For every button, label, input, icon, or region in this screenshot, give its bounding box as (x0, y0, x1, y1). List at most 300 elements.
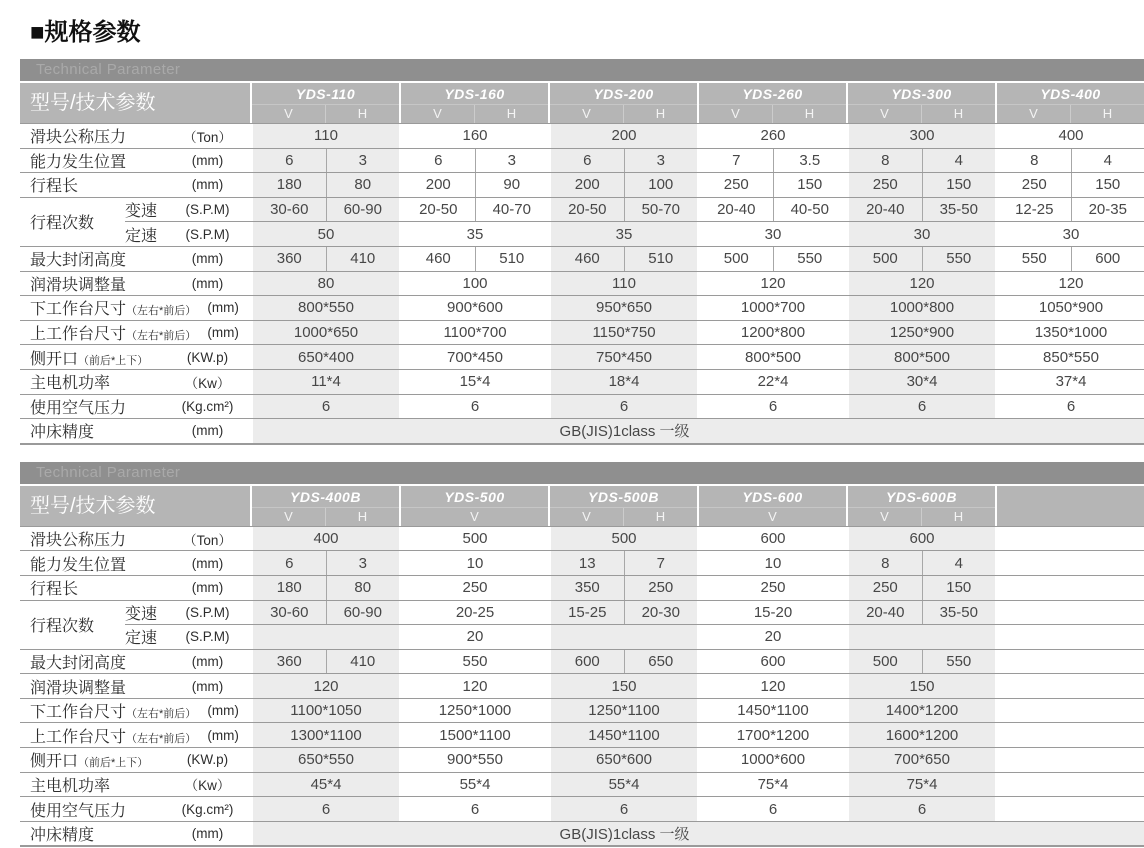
model-column-group (846, 370, 995, 394)
value-cell: 550 (998, 247, 1071, 271)
model-column-group (250, 601, 399, 625)
model-column-group (250, 625, 399, 649)
model-subcolumns (401, 104, 548, 123)
model-column-group (697, 576, 846, 600)
subcolumn-label: H (772, 105, 846, 123)
value-cell (998, 797, 1144, 821)
model-column-group (697, 748, 846, 772)
value-cell: 75*4 (849, 773, 995, 797)
value-cell: 6 (402, 797, 548, 821)
model-column-group (548, 296, 697, 320)
value-cell: 700*650 (849, 748, 995, 772)
subcolumn-label: V (699, 105, 772, 123)
model-group-header (250, 486, 399, 526)
table-row (20, 320, 1144, 345)
model-subcolumns (848, 507, 995, 526)
model-column-group (548, 395, 697, 419)
value-cell: 30*4 (849, 370, 995, 394)
model-column-group (548, 576, 697, 600)
model-subcolumns (699, 104, 846, 123)
model-column-group (399, 149, 548, 173)
row-unit: (mm) (165, 276, 250, 291)
value-cell: 150 (551, 674, 697, 698)
row-unit: (KW.p) (165, 350, 250, 365)
value-cell: 6 (998, 395, 1144, 419)
row-label: 能力发生位置 (30, 552, 126, 575)
table-row (125, 198, 1144, 222)
model-column-group (846, 625, 995, 649)
row-groups (250, 748, 1144, 772)
model-name: YDS-300 (848, 83, 995, 104)
model-column-group (399, 625, 548, 649)
row-label: 上工作台尺寸（左右*前后） (30, 321, 196, 344)
value-cell: 55*4 (402, 773, 548, 797)
model-subcolumns (699, 507, 846, 526)
row-groups (250, 222, 1144, 246)
value-cell: 60-90 (326, 601, 400, 625)
row-unit: (S.P.M) (165, 605, 250, 620)
model-column-group (548, 124, 697, 148)
value-cell: 180 (253, 173, 326, 197)
model-column-group (697, 173, 846, 197)
subcolumn-label: V (550, 105, 623, 123)
value-cell: 460 (402, 247, 475, 271)
value-cell: 4 (922, 149, 996, 173)
row-label: 行程长 (30, 576, 78, 599)
model-column-group (995, 370, 1144, 394)
value-cell: 200 (551, 124, 697, 148)
row-sublabel-cell (125, 198, 250, 222)
model-column-group (548, 699, 697, 723)
table-row (20, 526, 1144, 551)
table-row (20, 394, 1144, 419)
row-groups (250, 625, 1144, 649)
model-column-group (548, 625, 697, 649)
model-column-group (250, 395, 399, 419)
value-cell: 10 (402, 551, 548, 575)
row-label-cell (20, 527, 250, 551)
model-column-group (399, 748, 548, 772)
model-group-header (995, 83, 1144, 123)
value-cell: 1200*800 (700, 321, 846, 345)
model-column-group (697, 551, 846, 575)
model-column-group (548, 748, 697, 772)
row-label-cell (20, 124, 250, 148)
row-label: 下工作台尺寸（左右*前后） (30, 296, 196, 319)
value-cell: 700*450 (402, 345, 548, 369)
value-cell: 400 (998, 124, 1144, 148)
value-cell: 1450*1100 (700, 699, 846, 723)
model-column-group (995, 124, 1144, 148)
model-column-group (995, 650, 1144, 674)
row-unit: (mm) (165, 826, 250, 841)
value-cell: 150 (922, 173, 996, 197)
value-cell: 4 (922, 551, 996, 575)
model-column-group (697, 296, 846, 320)
model-column-group (697, 124, 846, 148)
model-column-group (250, 198, 399, 222)
model-column-group (697, 527, 846, 551)
value-cell: 3 (624, 149, 698, 173)
model-column-group (399, 296, 548, 320)
row-label-cell (20, 247, 250, 271)
value-cell: 6 (402, 149, 475, 173)
row-label: 行程长 (30, 173, 78, 196)
model-column-group (399, 551, 548, 575)
table-row (20, 172, 1144, 197)
row-label: 滑块公称压力 (30, 124, 126, 147)
table-row (20, 246, 1144, 271)
model-column-group (250, 674, 399, 698)
model-subcolumns (550, 507, 697, 526)
model-column-group (846, 345, 995, 369)
value-cell: 1150*750 (551, 321, 697, 345)
subcolumn-label: V (401, 508, 548, 526)
row-groups (250, 723, 1144, 747)
value-cell: 800*500 (849, 345, 995, 369)
value-cell (998, 748, 1144, 772)
model-column-group (846, 272, 995, 296)
value-cell: 7 (700, 149, 773, 173)
value-cell: 120 (402, 674, 548, 698)
value-cell: 120 (253, 674, 399, 698)
value-cell (998, 601, 1144, 625)
table-row (125, 221, 1144, 246)
model-column-group (548, 674, 697, 698)
model-column-group (846, 773, 995, 797)
value-cell: 6 (700, 797, 846, 821)
model-column-group (995, 551, 1144, 575)
row-unit: (Kg.cm²) (165, 399, 250, 414)
row-label-cell (20, 748, 250, 772)
table-row (20, 369, 1144, 394)
model-subcolumns (401, 507, 548, 526)
value-cell: 15-20 (700, 601, 846, 625)
value-cell (998, 625, 1144, 649)
table-row-group (20, 197, 1144, 246)
value-cell: 20-40 (849, 601, 922, 625)
spec-page (0, 12, 1144, 847)
model-column-group (250, 321, 399, 345)
row-groups (250, 272, 1144, 296)
model-column-group (697, 222, 846, 246)
value-cell: 15-25 (551, 601, 624, 625)
row-label-cell (20, 272, 250, 296)
value-cell: 3.5 (773, 149, 847, 173)
subcolumn-label: H (1070, 105, 1144, 123)
value-cell: 35-50 (922, 601, 996, 625)
value-cell: 6 (700, 395, 846, 419)
value-cell: 13 (551, 551, 624, 575)
value-cell: 650*600 (551, 748, 697, 772)
row-groups (250, 601, 1144, 625)
model-column-group (995, 576, 1144, 600)
row-label: 冲床精度 (30, 822, 94, 845)
value-cell: 900*600 (402, 296, 548, 320)
row-groups (250, 576, 1144, 600)
model-column-group (250, 797, 399, 821)
value-cell: 250 (700, 576, 846, 600)
table-row (20, 344, 1144, 369)
model-column-group (995, 527, 1144, 551)
value-cell: 90 (475, 173, 549, 197)
value-cell: 400 (253, 527, 399, 551)
model-column-group (846, 247, 995, 271)
value-cell: 550 (922, 650, 996, 674)
value-cell: 1500*1100 (402, 723, 548, 747)
model-column-group (548, 321, 697, 345)
value-cell: 3 (475, 149, 549, 173)
model-name: YDS-400 (997, 83, 1144, 104)
value-cell: 75*4 (700, 773, 846, 797)
model-column-group (548, 601, 697, 625)
value-cell: 80 (326, 173, 400, 197)
value-cell: 510 (475, 247, 549, 271)
model-groups (250, 83, 1144, 123)
value-cell: 800*550 (253, 296, 399, 320)
model-column-group (399, 650, 548, 674)
value-cell: 120 (700, 272, 846, 296)
value-cell: 1350*1000 (998, 321, 1144, 345)
row-label: 侧开口（前后*上下） (30, 346, 148, 369)
model-header-row (20, 486, 1144, 526)
model-column-group (399, 173, 548, 197)
row-label-note: （左右*前后） (126, 733, 196, 745)
value-cell: 350 (551, 576, 624, 600)
value-cell: 1250*900 (849, 321, 995, 345)
model-group-header (846, 83, 995, 123)
model-name (997, 486, 1144, 507)
model-group-header (548, 83, 697, 123)
value-cell: 600 (700, 527, 846, 551)
model-column-group (697, 650, 846, 674)
model-column-group (250, 345, 399, 369)
row-label-cell (20, 822, 250, 846)
row-unit: (mm) (165, 580, 250, 595)
model-column-group (399, 797, 548, 821)
model-column-group (995, 699, 1144, 723)
value-cell: 1400*1200 (849, 699, 995, 723)
value-cell: 1300*1100 (253, 723, 399, 747)
row-sublabel-cell (125, 222, 250, 246)
model-group-header (399, 83, 548, 123)
model-header-label: 型号/技术参数 (20, 486, 250, 526)
model-name: YDS-600 (699, 486, 846, 507)
model-column-group (846, 699, 995, 723)
value-cell: 160 (402, 124, 548, 148)
model-header-row (20, 83, 1144, 123)
value-cell: 8 (849, 149, 922, 173)
model-column-group (250, 576, 399, 600)
value-cell: 1600*1200 (849, 723, 995, 747)
value-cell: 6 (253, 551, 326, 575)
value-cell (998, 674, 1144, 698)
value-cell: 6 (849, 797, 995, 821)
value-cell: 500 (551, 527, 697, 551)
model-column-group (697, 601, 846, 625)
table-row (20, 821, 1144, 846)
model-column-group (995, 296, 1144, 320)
model-column-group (250, 551, 399, 575)
value-cell: 1250*1000 (402, 699, 548, 723)
value-cell: 37*4 (998, 370, 1144, 394)
value-cell: 500 (402, 527, 548, 551)
value-cell: 6 (402, 395, 548, 419)
row-label-cell (20, 723, 250, 747)
row-label-cell (20, 674, 250, 698)
value-cell: 3 (326, 551, 400, 575)
row-label: 主电机功率 (30, 773, 110, 796)
model-column-group (697, 149, 846, 173)
value-cell: 20-50 (551, 198, 624, 222)
table-row (20, 271, 1144, 296)
spec-table-1 (20, 59, 1144, 445)
value-cell: 500 (849, 247, 922, 271)
value-cell: 1100*700 (402, 321, 548, 345)
row-groups (250, 699, 1144, 723)
model-column-group (846, 650, 995, 674)
model-group-header (846, 486, 995, 526)
row-unit: (mm) (165, 153, 250, 168)
model-column-group (548, 527, 697, 551)
model-groups (250, 486, 1144, 526)
row-unit: (mm) (196, 325, 250, 340)
value-cell: 12-25 (998, 198, 1071, 222)
subcolumn-label: V (848, 105, 921, 123)
model-column-group (399, 321, 548, 345)
value-cell: 100 (624, 173, 698, 197)
value-cell: 50 (253, 222, 399, 246)
value-cell: 3 (326, 149, 400, 173)
row-label: 主电机功率 (30, 370, 110, 393)
value-cell: 45*4 (253, 773, 399, 797)
spec-table-2 (20, 462, 1144, 848)
model-column-group (995, 321, 1144, 345)
value-cell: 110 (551, 272, 697, 296)
value-cell: 510 (624, 247, 698, 271)
value-cell: 120 (700, 674, 846, 698)
model-column-group (399, 674, 548, 698)
model-column-group (399, 222, 548, 246)
sub-rows (125, 601, 1144, 649)
model-column-group (846, 296, 995, 320)
value-cell: 180 (253, 576, 326, 600)
model-column-group (399, 247, 548, 271)
model-column-group (548, 773, 697, 797)
model-column-group (697, 674, 846, 698)
subcolumn-label: H (623, 508, 697, 526)
value-cell: 250 (700, 173, 773, 197)
model-column-group (250, 124, 399, 148)
value-cell: 850*550 (998, 345, 1144, 369)
model-column-group (250, 370, 399, 394)
model-column-group (995, 222, 1144, 246)
model-column-group (995, 748, 1144, 772)
row-label-cell (20, 395, 250, 419)
row-label: 冲床精度 (30, 419, 94, 442)
value-cell: 40-70 (475, 198, 549, 222)
subcolumn-label: V (699, 508, 846, 526)
row-label-cell (20, 699, 250, 723)
value-cell: 600 (849, 527, 995, 551)
model-column-group (697, 395, 846, 419)
model-column-group (399, 527, 548, 551)
row-groups (250, 345, 1144, 369)
row-label: 下工作台尺寸（左右*前后） (30, 699, 196, 722)
subcolumn-label: H (325, 105, 399, 123)
value-cell: 30-60 (253, 601, 326, 625)
model-column-group (548, 345, 697, 369)
model-group-header (399, 486, 548, 526)
value-cell: 8 (849, 551, 922, 575)
model-subcolumns (252, 104, 399, 123)
row-groups (250, 149, 1144, 173)
subcolumn-label: V (550, 508, 623, 526)
row-label-cell (20, 149, 250, 173)
row-unit: (mm) (165, 556, 250, 571)
model-column-group (995, 625, 1144, 649)
value-cell (998, 650, 1144, 674)
value-cell: 1000*700 (700, 296, 846, 320)
model-column-group (250, 527, 399, 551)
value-cell: 150 (922, 576, 996, 600)
row-unit: (mm) (165, 679, 250, 694)
value-cell: 15*4 (402, 370, 548, 394)
value-cell: 6 (253, 149, 326, 173)
subcolumn-label: V (252, 508, 325, 526)
value-cell: 1000*800 (849, 296, 995, 320)
model-name: YDS-200 (550, 83, 697, 104)
model-column-group (995, 173, 1144, 197)
model-header-label: 型号/技术参数 (20, 83, 250, 123)
subcolumn-label: V (401, 105, 474, 123)
row-label: 上工作台尺寸（左右*前后） (30, 724, 196, 747)
model-column-group (846, 674, 995, 698)
value-cell: 650*400 (253, 345, 399, 369)
model-column-group (399, 576, 548, 600)
value-cell: 500 (849, 650, 922, 674)
precision-value: GB(JIS)1class 一级 (253, 823, 996, 844)
model-column-group (697, 272, 846, 296)
model-name: YDS-160 (401, 83, 548, 104)
model-column-group (995, 198, 1144, 222)
model-column-group (697, 773, 846, 797)
row-sublabel-cell (125, 625, 250, 649)
row-groups (250, 198, 1144, 222)
row-groups (250, 173, 1144, 197)
value-cell: 250 (849, 576, 922, 600)
value-cell: 11*4 (253, 370, 399, 394)
row-unit: (mm) (165, 177, 250, 192)
value-cell: 900*550 (402, 748, 548, 772)
model-column-group (846, 321, 995, 345)
model-column-group (250, 272, 399, 296)
value-cell: 10 (700, 551, 846, 575)
value-cell: 18*4 (551, 370, 697, 394)
value-cell: 300 (849, 124, 995, 148)
row-label-cell (20, 296, 250, 320)
subcolumn-label: V (252, 105, 325, 123)
row-label-cell (20, 773, 250, 797)
value-cell: 6 (253, 395, 399, 419)
value-cell: 950*650 (551, 296, 697, 320)
row-label: 滑块公称压力 (30, 527, 126, 550)
row-label-note: （左右*前后） (126, 305, 196, 317)
value-cell: 20-50 (402, 198, 475, 222)
model-column-group (250, 650, 399, 674)
value-cell: 60-90 (326, 198, 400, 222)
row-label-note: （左右*前后） (126, 708, 196, 720)
